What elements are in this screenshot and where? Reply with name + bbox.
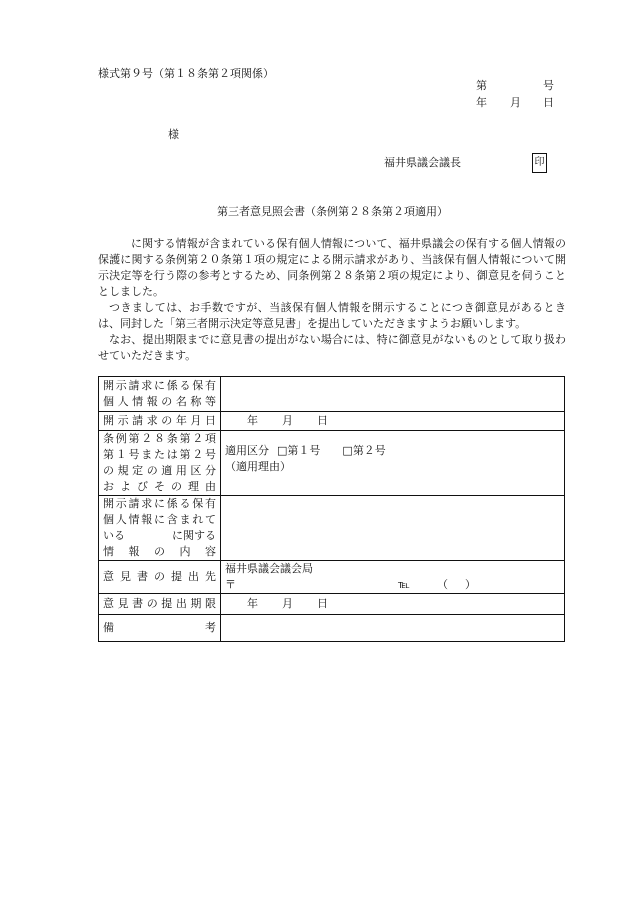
request-date-day: 日: [317, 414, 328, 427]
body-paragraph-1: に関する情報が含まれている保有個人情報について、福井県議会の保有する個人情報の保護に関する条例第２０条第１項の規定による開示請求があり、当該保有個人情報について開示決定等を行う際の参考とするため、同条例第２８条第２項の規定により、御意見を伺うこととしました。: [98, 237, 566, 298]
option-1-label: 第１号: [287, 444, 321, 457]
document-number-prefix: 第: [476, 79, 487, 92]
checkbox-option-1[interactable]: □: [277, 444, 288, 457]
request-date-cell: [221, 412, 565, 431]
body-paragraph-2: つきましては、お手数ですが、当該保有個人情報を開示することにつき御意見があるときは、同封した「第三者開示決定等意見書」を提出していただきますようお願いします。: [98, 301, 566, 330]
row-label-applicable-category: 条例第２８条第２項 第１号または第２号 の規定の適用区分 およびその理由: [99, 431, 221, 496]
seal-stamp: 印: [532, 153, 547, 173]
table-row: [99, 412, 565, 431]
reason-label: （適用理由）: [225, 460, 291, 473]
issue-date-day: 日: [543, 96, 554, 109]
checkbox-option-2[interactable]: □: [342, 444, 353, 457]
requested-info-name-cell: [221, 377, 565, 412]
sender-name: 福井県議会議長: [384, 156, 461, 169]
applicable-category-options: [225, 443, 560, 459]
deadline-year: 年: [247, 597, 258, 610]
category-label: 適用区分: [225, 444, 269, 457]
tel-paren-close: ）: [465, 578, 476, 591]
deadline-day: 日: [317, 597, 328, 610]
request-date-month: 月: [282, 414, 293, 427]
deadline-month: 月: [282, 597, 293, 610]
applicable-category-cell: [221, 431, 565, 496]
tel-paren-open: （: [437, 578, 448, 591]
option-2-label: 第２号: [352, 444, 386, 457]
document-number-suffix: 号: [543, 79, 554, 92]
submission-address-cell: [221, 561, 565, 594]
addressee-suffix: 様: [168, 128, 179, 141]
table-row: [99, 561, 565, 594]
tel-mark: ℡: [398, 578, 410, 591]
table-row: [99, 496, 565, 561]
table-row: [99, 615, 565, 642]
included-info-cell: [221, 496, 565, 561]
row-label-submission-address: 意見書の提出先: [99, 561, 221, 594]
row-label-request-date: 開示請求の年月日: [99, 412, 221, 431]
table-row: [99, 594, 565, 615]
remarks-cell: [221, 615, 565, 642]
opinion-form-table: [98, 376, 565, 642]
document-title: 第三者意見照会書（条例第２８条第２項適用）: [217, 205, 448, 218]
form-number: 様式第９号（第１８条第２項関係）: [98, 67, 274, 80]
request-date-year: 年: [247, 414, 258, 427]
submission-deadline-cell: [221, 594, 565, 615]
table-row: [99, 431, 565, 496]
postal-mark: 〒: [225, 578, 236, 591]
issue-date-month: 月: [510, 96, 521, 109]
issue-date-year: 年: [476, 96, 487, 109]
row-label-remarks: 備考: [99, 615, 221, 642]
row-label-requested-info-name: 開示請求に係る保有 個人情報の名称等: [99, 377, 221, 412]
row-label-included-info: 開示請求に係る保有 個人情報に含まれて いる に関する 情報の内容: [99, 496, 221, 561]
row-label-submission-deadline: 意見書の提出期限: [99, 594, 221, 615]
table-row: [99, 377, 565, 412]
submission-office: 福井県議会議会局: [225, 562, 313, 575]
body-paragraph-3: なお、提出期限までに意見書の提出がない場合には、特に御意見がないものとして取り扱わせていただきます。: [98, 333, 566, 362]
